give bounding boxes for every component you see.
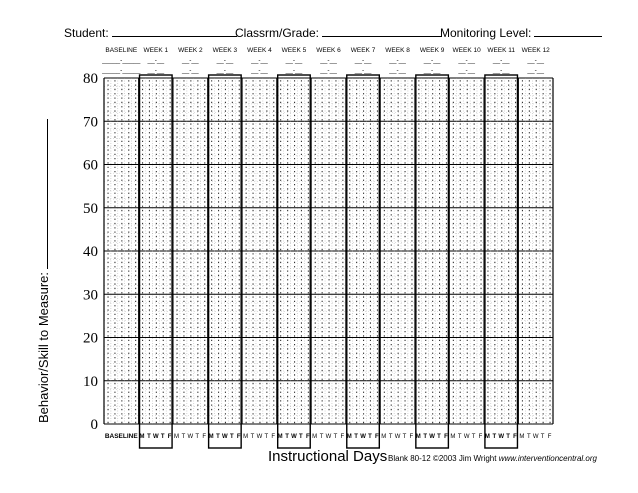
day-letter: F [375,434,379,440]
day-letter: T [160,434,165,440]
day-letter: M [243,434,249,440]
class-label: Classrm/Grade: [235,26,320,40]
period-label: WEEK 4 [247,47,272,54]
day-letter: W [152,434,159,440]
period-label: WEEK 10 [452,47,481,54]
day-letter: M [312,434,318,440]
date-blank: __-__ [458,57,475,64]
week-box-11 [485,75,518,448]
day-letter: T [457,434,462,440]
day-letter: M [277,434,283,440]
period-label: WEEK 2 [178,47,203,54]
date-blank: __-__ [458,67,475,74]
day-letter: M [450,434,456,440]
day-letter: F [202,434,206,440]
y-tick-label: 30 [83,287,98,304]
date-blank: __-__ [320,57,337,64]
y-tick-label: 80 [83,71,98,87]
date-blank: __-__ [527,67,545,74]
day-letter: M [415,434,421,440]
day-letter: T [264,434,269,440]
date-blank: __-__ [182,67,199,74]
day-letter: W [291,434,297,440]
date-blank: __-__ [147,67,165,74]
day-letter: W [256,434,263,440]
day-letter: F [305,434,310,440]
y-axis-label-text: Behavior/Skill to Measure: [36,271,51,423]
day-letter: F [340,434,345,440]
day-letter: W [325,434,332,440]
day-letter: T [368,434,372,440]
credit-text: Blank 80-12 ©2003 Jim Wright [388,454,497,463]
date-blank: __-__ [182,57,199,64]
y-tick-label: 40 [83,244,98,260]
grid-lines [104,78,553,424]
period-label: WEEK 1 [143,47,169,54]
day-letter: F [167,434,172,440]
day-letter: W [498,434,505,440]
day-letter: T [402,434,407,440]
period-label: WEEK 9 [419,47,445,54]
day-letter: T [333,434,338,440]
day-letter: T [195,434,200,440]
period-label: WEEK 5 [281,47,307,54]
period-label: BASELINE [105,47,138,54]
day-letter: M [381,434,387,440]
day-letter: M [484,434,490,440]
period-label: WEEK 7 [350,47,376,54]
day-letter: W [222,434,228,440]
date-blank: __-__ [389,57,406,64]
y-tick-label: 60 [83,157,98,174]
baseline-bottom-label: BASELINE [104,433,138,440]
day-letter: T [285,434,289,440]
day-letter: M [519,434,525,440]
date-blank: __-__ [251,67,268,74]
day-letter: F [409,434,414,440]
date-blank: __-__ [216,57,234,64]
day-letter: F [513,434,517,440]
date-blank: __-__ [389,67,406,74]
day-letter: T [319,434,324,440]
day-letter: T [388,434,393,440]
day-letter: W [187,434,194,440]
day-letter: T [299,434,303,440]
date-blank: __-__ [354,67,372,74]
day-letter: W [360,434,366,440]
day-letter: T [354,434,358,440]
level-label: Monitoring Level: [440,26,532,40]
date-blank: __-__ [492,67,510,74]
day-letter: T [506,434,510,440]
day-letter: T [526,434,531,440]
day-letter: T [229,434,234,440]
day-letter: F [444,434,448,440]
day-letter: W [394,434,401,440]
date-blank: __-__ [251,57,268,64]
date-blank: __-__ [527,57,545,64]
date-blank: _____-_____ [102,67,141,74]
day-letter: T [423,434,428,440]
date-blank: _____-_____ [102,57,141,64]
y-tick-label: 10 [83,373,98,390]
period-label: WEEK 6 [316,47,341,54]
day-letter: T [471,434,476,440]
day-letter: F [547,434,552,440]
day-letter: F [271,434,276,440]
day-letter: W [532,434,539,440]
day-letter: M [174,434,180,440]
day-letter: M [208,434,214,440]
date-blank: __-__ [320,67,337,74]
date-blank: __-__ [423,57,441,64]
day-letter: M [139,434,145,440]
week-box-3 [209,75,242,448]
day-letter: F [236,434,241,440]
day-letter: F [478,434,483,440]
day-letter: W [429,434,435,440]
day-letter: T [250,434,255,440]
y-tick-label: 20 [83,330,98,347]
date-blank: __-__ [423,67,441,74]
period-label: WEEK 8 [385,47,410,54]
x-axis-label: Instructional Days [268,448,388,465]
y-tick-label: 50 [83,200,98,217]
day-letter: T [181,434,186,440]
period-label: WEEK 12 [521,47,550,54]
day-letter: M [346,434,352,440]
date-blank: __-__ [354,57,372,64]
day-letter: T [492,434,497,440]
day-letter: T [437,434,441,440]
date-blank: __-__ [285,57,303,64]
date-blank: __-__ [216,67,234,74]
date-blank: __-__ [147,57,165,64]
date-blank: __-__ [492,57,510,64]
day-letter: W [463,434,470,440]
period-label: WEEK 3 [212,47,238,54]
period-label: WEEK 11 [487,47,516,54]
day-letter: T [216,434,220,440]
day-letter: T [147,434,151,440]
student-label: Student: [64,26,109,40]
date-blank: __-__ [285,67,303,74]
y-tick-label: 70 [83,114,98,131]
day-letter: T [540,434,545,440]
y-tick-label: 0 [90,417,98,433]
week-box-5 [278,75,311,448]
credit-line [388,454,597,463]
website-link[interactable]: www.interventioncentral.org [498,454,597,463]
